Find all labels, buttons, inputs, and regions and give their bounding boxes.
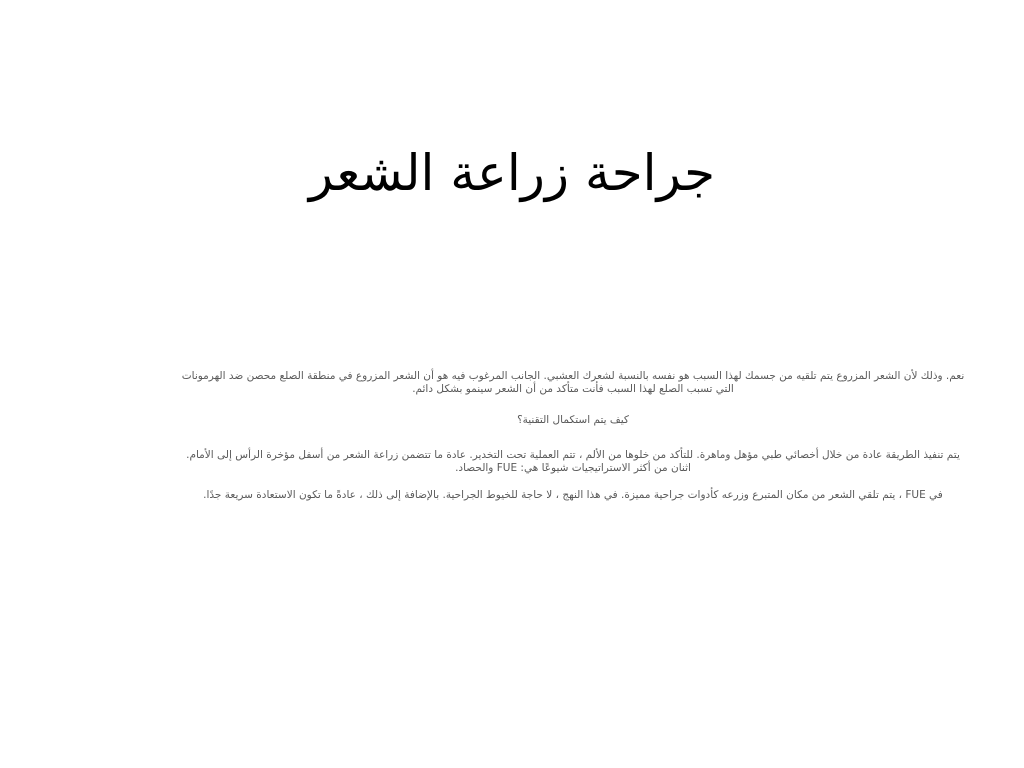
slide-title: جراحة زراعة الشعر (308, 144, 716, 202)
paragraph-transplant-permanence: نعم. وذلك لأن الشعر المزروع يتم تلقيه من جسمك لهذا السبب هو نفسه بالنسبة لشعرك العشبي. الجانب المرغوب فيه هو أن الشعر المزروع في منطقة الصلع محصن ضد الهرمونات التي تسبب الصلع لهذا السبب فأنت متأكد من أن الشعر سينمو بشكل دائم. (181, 370, 965, 395)
paragraph-fue: في FUE ، يتم تلقي الشعر من مكان المتبرع وزرعه كأدوات جراحية مميزة. في هذا النهج ، لا حاجة للخيوط الجراحية. بالإضافة إلى ذلك ، عادةً ما تكون الاستعادة سريعة جدًا. (203, 489, 943, 501)
paragraph-question: كيف يتم استكمال التقنية؟ (517, 414, 629, 426)
paragraph-procedure: يتم تنفيذ الطريقة عادة من خلال أخصائي طبي مؤهل وماهرة. للتأكد من خلوها من الألم ، تتم العملية تحت التخدير. عادة ما تتضمن زراعة الشعر من أسفل مؤخرة الرأس إلى الأمام. اثنان من أكثر الاستراتيجيات شيوعًا هي: FUE والحصاد. (186, 449, 960, 474)
slide-body (180, 370, 966, 514)
